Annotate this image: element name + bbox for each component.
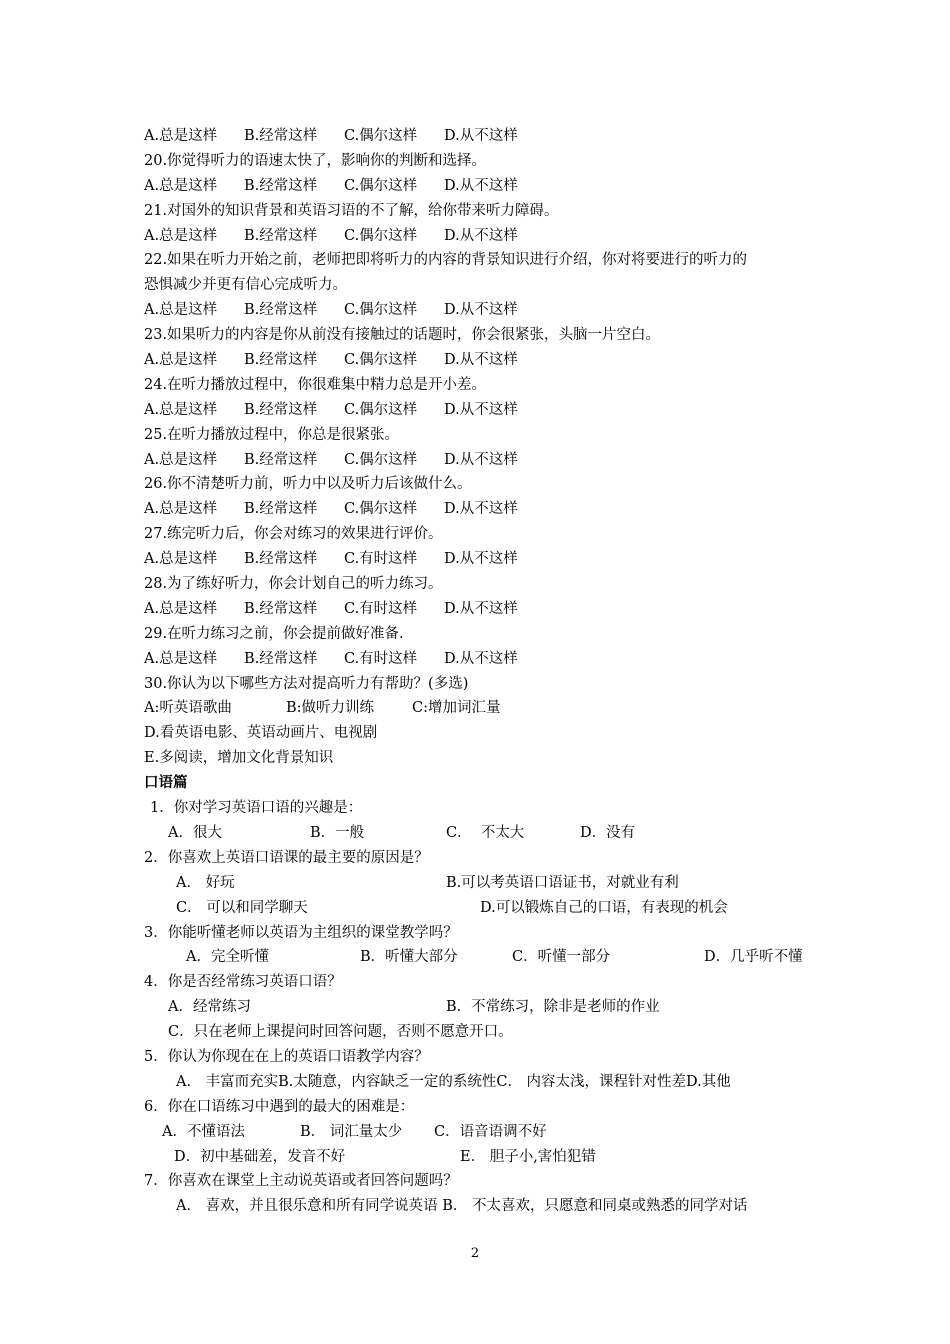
text-line [144,921,844,946]
text-segment: B．不常练习，除非是老师的作业 [446,999,660,1016]
text-line [144,1169,844,1194]
text-segment: C:增加词汇量 [412,700,501,717]
text-segment: D．初中基础差，发音不好 [174,1148,346,1165]
text-segment: 1．你对学习英语口语的兴趣是： [150,800,363,817]
text-segment: C.有时这样 [344,650,418,667]
text-line [144,821,844,846]
text-segment: C．听懂一部分 [512,949,611,966]
text-segment: D.从不这样 [444,401,518,418]
text-segment: C.偶尔这样 [344,227,418,244]
section-heading: 口语篇 [144,775,188,792]
text-segment: 29.在听力练习之前，你会提前做好准备. [144,625,404,642]
text-segment: 2．你喜欢上英语口语课的最主要的原因是？ [144,849,429,866]
text-segment: D.从不这样 [444,600,518,617]
text-line [144,522,844,547]
text-segment: B.经常这样 [244,227,318,244]
page-number: 2 [470,1246,480,1261]
text-line [144,746,844,771]
text-segment: A.总是这样 [144,401,218,418]
text-segment: D.从不这样 [444,650,518,667]
text-line [144,1095,844,1120]
text-segment: D.从不这样 [444,227,518,244]
text-line [144,597,844,622]
text-segment: A.总是这样 [144,128,218,144]
text-line [144,647,844,672]
text-line [144,398,844,423]
text-line [144,174,844,199]
text-line [144,945,844,970]
text-line [144,1194,844,1219]
text-line [144,771,844,796]
text-line [144,871,844,896]
text-line [144,622,844,647]
text-line [144,323,844,348]
questionnaire-body [144,124,844,1219]
text-segment: B:做听力训练 [286,700,375,717]
text-line [144,1045,844,1070]
text-line [144,348,844,373]
text-line [144,1145,844,1170]
text-segment: A． 喜欢，并且很乐意和所有同学说英语 B． 不太喜欢，只愿意和同桌或熟悉的同学对话 [176,1198,748,1215]
text-segment: 7．你喜欢在课堂上主动说英语或者回答问题吗？ [144,1173,458,1190]
text-line [144,846,844,871]
text-segment: 26.你不清楚听力前，听力中以及听力后该做什么。 [144,476,472,493]
text-segment: D．没有 [580,824,636,841]
text-segment: C．只在老师上课提问时回答问题，否则不愿意开口。 [168,1024,513,1041]
text-segment: A.总是这样 [144,650,218,667]
text-segment: C.偶尔这样 [344,177,418,194]
text-segment: A.总是这样 [144,352,218,369]
text-segment: A．经常练习 [168,999,251,1016]
text-segment: D.从不这样 [444,551,518,568]
text-segment: C.有时这样 [344,600,418,617]
text-segment: D.从不这样 [444,501,518,518]
text-line [144,1070,844,1095]
text-segment: 5．你认为你现在在上的英语口语教学内容？ [144,1048,429,1065]
text-segment: B． 词汇量太少 [300,1123,403,1140]
text-segment: C．语音语调不好 [434,1123,547,1140]
text-segment: 3．你能听懂老师以英语为主组织的课堂教学吗？ [144,924,458,941]
text-segment: A．完全听懂 [186,949,269,966]
text-segment: 恐惧减少并更有信心完成听力。 [144,277,347,294]
text-line [144,721,844,746]
text-segment: B.经常这样 [244,501,318,518]
text-segment: B.经常这样 [244,551,318,568]
text-segment: B.经常这样 [244,302,318,319]
text-segment: C.偶尔这样 [344,352,418,369]
text-segment: B.可以考英语口语证书，对就业有利 [446,874,679,891]
text-segment: D.从不这样 [444,302,518,319]
text-segment: A.总是这样 [144,501,218,518]
text-segment: C.有时这样 [344,551,418,568]
text-line [144,696,844,721]
text-segment: C.偶尔这样 [344,451,418,468]
text-segment: C.偶尔这样 [344,302,418,319]
text-segment: C.偶尔这样 [344,401,418,418]
text-line [144,672,844,697]
text-line [144,149,844,174]
text-segment: 23.如果听力的内容是你从前没有接触过的话题时，你会很紧张，头脑一片空白。 [144,327,661,344]
text-segment: E． 胆子小,害怕犯错 [460,1148,596,1165]
text-segment: D．几乎听不懂 [704,949,803,966]
text-segment: D.从不这样 [444,352,518,369]
text-segment: C． 不太大 [446,824,525,841]
text-segment: A.总是这样 [144,227,218,244]
text-segment: A． 好玩 [176,874,235,891]
text-line [144,448,844,473]
text-line [144,248,844,273]
text-line [144,497,844,522]
text-line [144,472,844,497]
text-segment: D.从不这样 [444,128,518,144]
text-segment: B.经常这样 [244,352,318,369]
text-segment: C.偶尔这样 [344,501,418,518]
text-line [144,796,844,821]
text-line [144,970,844,995]
text-segment: B.经常这样 [244,177,318,194]
text-segment: B.经常这样 [244,650,318,667]
text-segment: 22.如果在听力开始之前，老师把即将听力的内容的背景知识进行介绍，你对将要进行的听力的 [144,252,748,269]
text-line [144,298,844,323]
text-segment: A． 丰富而充实B.太随意，内容缺乏一定的系统性C． 内容太浅，课程针对性差D.其他 [176,1073,731,1090]
text-line [144,995,844,1020]
text-segment: A.总是这样 [144,302,218,319]
text-line [144,1120,844,1145]
text-segment: B.经常这样 [244,128,318,144]
text-segment: 6．你在口语练习中遇到的最大的困难是： [144,1098,415,1115]
text-line [144,423,844,448]
text-segment: 20.你觉得听力的语速太快了，影响你的判断和选择。 [144,152,487,169]
text-segment: D.可以锻炼自己的口语，有表现的机会 [480,899,728,916]
text-line [144,273,844,298]
text-line [144,124,844,149]
text-segment: 4．你是否经常练习英语口语？ [144,974,342,991]
text-segment: C.偶尔这样 [344,128,418,144]
text-segment: B．一般 [310,824,365,841]
text-segment: D.从不这样 [444,177,518,194]
text-segment: D.从不这样 [444,451,518,468]
text-line [144,224,844,249]
text-segment: A.总是这样 [144,551,218,568]
text-segment: B．听懂大部分 [360,949,458,966]
text-segment: C． 可以和同学聊天 [176,899,308,916]
text-line [144,547,844,572]
text-segment: A．不懂语法 [162,1123,245,1140]
text-segment: 24.在听力播放过程中，你很难集中精力总是开小差。 [144,376,487,393]
text-line [144,572,844,597]
text-segment: A:听英语歌曲 [144,700,232,717]
text-segment: E.多阅读，增加文化背景知识 [144,750,334,767]
text-segment: D.看英语电影、英语动画片、电视剧 [144,725,378,742]
text-segment: 27.练完听力后，你会对练习的效果进行评价。 [144,526,443,543]
text-segment: 21.对国外的知识背景和英语习语的不了解，给你带来听力障碍。 [144,202,559,219]
text-segment: 25.在听力播放过程中，你总是很紧张。 [144,426,400,443]
text-segment: A．很大 [168,824,222,841]
text-line [144,199,844,224]
text-line [144,1020,844,1045]
text-segment: 28.为了练好听力，你会计划自己的听力练习。 [144,576,443,593]
text-segment: A.总是这样 [144,600,218,617]
text-segment: B.经常这样 [244,451,318,468]
text-line [144,896,844,921]
text-segment: A.总是这样 [144,177,218,194]
text-segment: B.经常这样 [244,600,318,617]
text-segment: B.经常这样 [244,401,318,418]
text-segment: A.总是这样 [144,451,218,468]
text-line [144,373,844,398]
text-segment: 30.你认为以下哪些方法对提高听力有帮助？(多选) [144,675,469,692]
